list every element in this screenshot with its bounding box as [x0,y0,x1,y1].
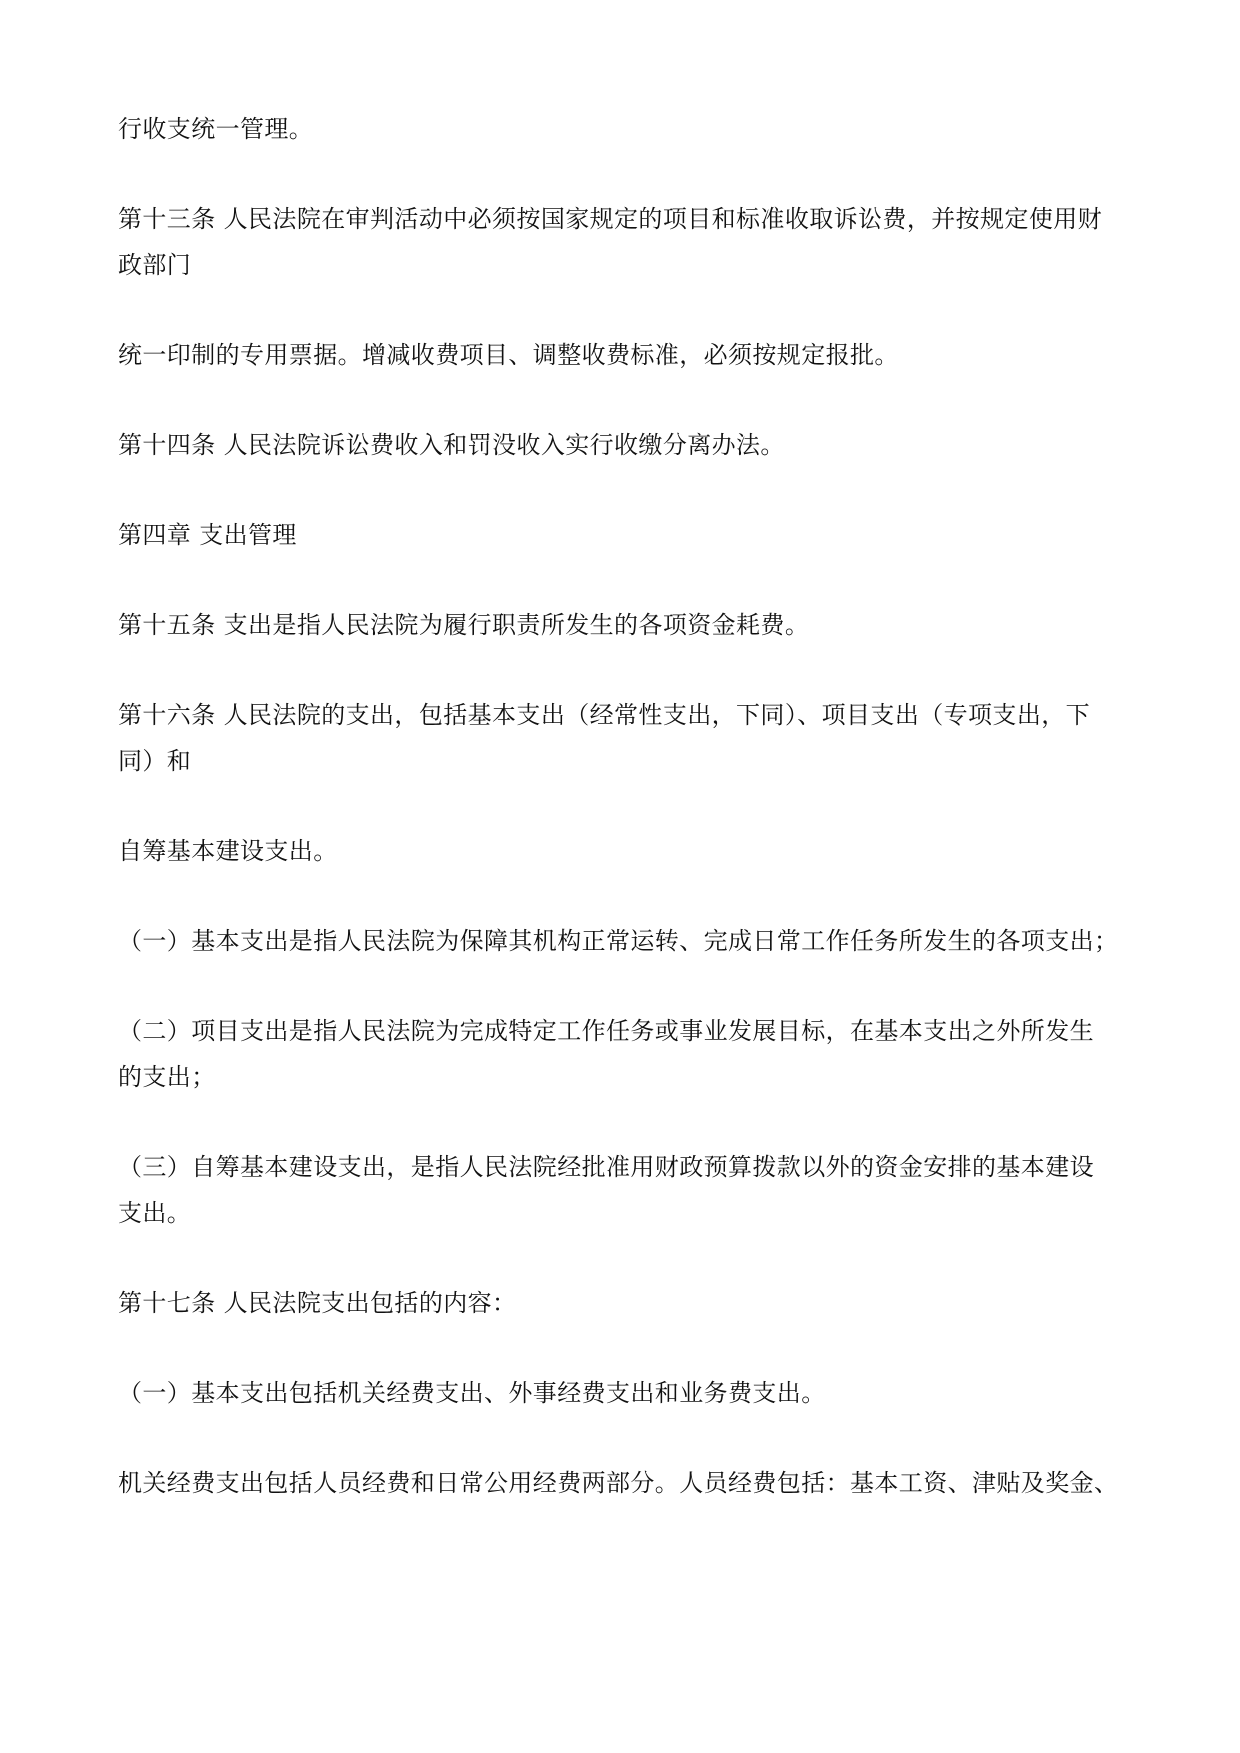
text-line: （一）基本支出是指人民法院为保障其机构正常运转、完成日常工作任务所发生的各项支出； [118,927,1119,955]
text-line: 第十三条 人民法院在审判活动中必须按国家规定的项目和标准收取诉讼费，并按规定使用财 [118,205,1103,233]
text-line: （一）基本支出包括机关经费支出、外事经费支出和业务费支出。 [118,1379,826,1407]
text-line: 同）和 [118,747,192,775]
text-line: 统一印制的专用票据。增减收费项目、调整收费标准，必须按规定报批。 [118,341,899,369]
text-line: 第十七条 人民法院支出包括的内容： [118,1289,517,1317]
text-line: 行收支统一管理。 [118,115,314,143]
text-line: 第十四条 人民法院诉讼费收入和罚没收入实行收缴分离办法。 [118,431,785,459]
text-line: （二）项目支出是指人民法院为完成特定工作任务或事业发展目标，在基本支出之外所发生 [118,1017,1094,1045]
chapter-heading: 第四章 支出管理 [118,521,297,549]
text-line: 第十五条 支出是指人民法院为履行职责所发生的各项资金耗费。 [118,611,810,639]
text-line: （三）自筹基本建设支出，是指人民法院经批准用财政预算拨款以外的资金安排的基本建设 [118,1153,1094,1181]
text-line: 第十六条 人民法院的支出，包括基本支出（经常性支出，下同）、项目支出（专项支出，下 [118,701,1091,729]
text-line: 支出。 [118,1199,192,1227]
text-line: 自筹基本建设支出。 [118,837,338,865]
text-line: 政部门 [118,251,192,279]
text-line: 的支出； [118,1063,216,1091]
text-line: 机关经费支出包括人员经费和日常公用经费两部分。人员经费包括：基本工资、津贴及奖金、 [118,1469,1119,1497]
